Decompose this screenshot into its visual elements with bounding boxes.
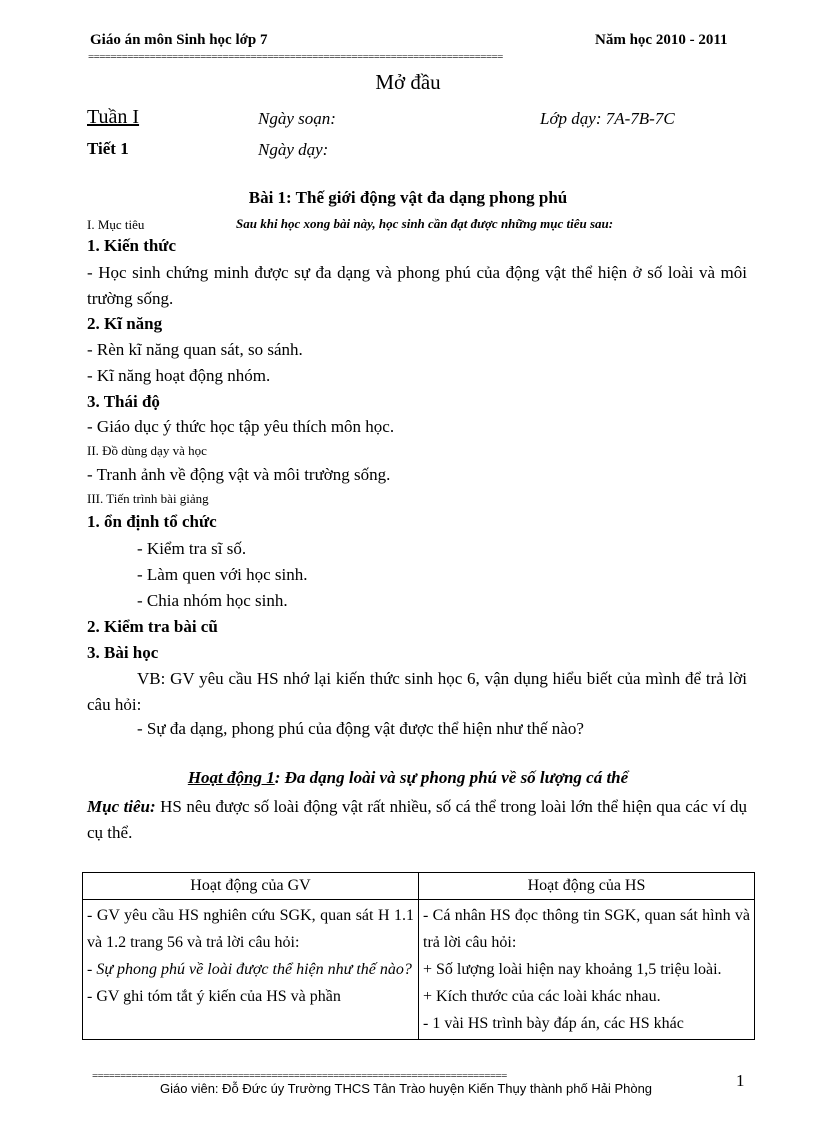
attitude-text: - Giáo dục ý thức học tập yêu thích môn học. [87, 417, 395, 436]
review-heading: 2. Kiểm tra bài cũ [87, 617, 218, 636]
week-label: Tuần I [87, 106, 140, 128]
skill-item: - Rèn kĩ năng quan sát, so sánh. [87, 340, 303, 359]
footer-separator: ========================================================================== [92, 1070, 507, 1082]
column-header-hs: Hoạt động của HS [419, 873, 755, 900]
process-heading: III. Tiến trình bài giảng [87, 491, 209, 506]
gv-item: - GV ghi tóm tắt ý kiến của HS và phần [87, 988, 341, 1005]
materials-text: - Tranh ảnh về động vật và môi trường sống. [87, 465, 391, 484]
gv-item: - Sự phong phú về loài được thể hiện như thế nào? [87, 961, 412, 978]
footer-text: Giáo viên: Đỗ Đức úy Trường THCS Tân Trào huyện Kiến Thụy thành phố Hải Phòng [160, 1081, 653, 1096]
activity-table [82, 872, 755, 1040]
lesson-heading: 3. Bài học [87, 643, 159, 662]
org-heading: 1. ổn định tổ chức [87, 512, 217, 531]
activity-label: Hoạt động 1 [187, 768, 275, 787]
org-item: - Làm quen với học sinh. [137, 565, 308, 584]
lesson-question: - Sự đa dạng, phong phú của động vật được thể hiện như thế nào? [137, 719, 584, 738]
org-item: - Kiểm tra sĩ số. [137, 539, 247, 558]
materials-heading: II. Đồ dùng dạy và học [87, 443, 207, 458]
prep-date: Ngày soạn: [258, 109, 336, 128]
lesson-intro: VB: GV yêu cầu HS nhớ lại kiến thức sinh học 6, vận dụng hiểu biết của mình để trả lời câu hỏi: [87, 669, 747, 714]
knowledge-text: - Học sinh chứng minh được sự đa dạng và phong phú của động vật thể hiện ở số loài và môi trường sống. [87, 263, 747, 308]
activity-title-text: : Đa dạng loài và sự phong phú về số lượng cá thể [274, 768, 629, 787]
hs-item: + Kích thước của các loài khác nhau. [423, 988, 661, 1005]
teach-date: Ngày dạy: [258, 140, 329, 159]
hs-item: + Số lượng loài hiện nay khoảng 1,5 triệu loài. [423, 961, 722, 978]
class-label: Lớp dạy: 7A-7B-7C [540, 109, 675, 128]
gv-item: - GV yêu cầu HS nghiên cứu SGK, quan sát H 1.1 và 1.2 trang 56 và trả lời câu hỏi: [87, 907, 414, 951]
knowledge-heading: 1. Kiến thức [87, 236, 177, 255]
page-number: 1 [736, 1071, 745, 1090]
goal-text: HS nêu được số loài động vật rất nhiều, số cá thể trong loài lớn thể hiện qua các ví dụ cụ thể. [87, 797, 747, 842]
objectives-intro: Sau khi học xong bài này, học sinh cần đạt được những mục tiêu sau: [236, 216, 614, 231]
hs-cell [419, 900, 755, 1040]
attitude-heading: 3. Thái độ [87, 392, 160, 411]
hs-item: - Cá nhân HS đọc thông tin SGK, quan sát hình và trả lời câu hỏi: [423, 907, 750, 951]
skill-item: - Kĩ năng hoạt động nhóm. [87, 366, 271, 385]
goal-label: Mục tiêu: [87, 797, 156, 816]
header-right: Năm học 2010 - 2011 [595, 32, 728, 48]
header-left: Giáo án môn Sinh học lớp 7 [90, 32, 268, 48]
gv-cell [83, 900, 419, 1040]
page-title: Mở đầu [375, 70, 441, 94]
period-label: Tiết 1 [87, 139, 129, 158]
objectives-heading: I. Mục tiêu [87, 217, 145, 232]
activity-title [0, 768, 816, 788]
header-separator: ========================================================================== [88, 51, 503, 63]
skills-heading: 2. Kĩ năng [87, 314, 163, 333]
column-header-gv: Hoạt động của GV [83, 873, 419, 900]
hs-item: - 1 vài HS trình bày đáp án, các HS khác [423, 1015, 684, 1032]
org-item: - Chia nhóm học sinh. [137, 591, 288, 610]
activity-goal [87, 794, 747, 846]
lesson-title: Bài 1: Thế giới động vật đa dạng phong phú [248, 188, 568, 207]
